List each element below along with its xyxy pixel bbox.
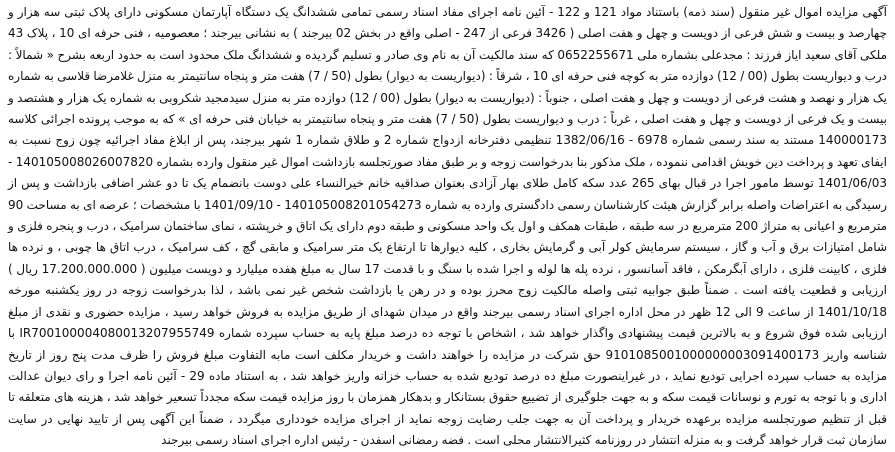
auction-notice-text: آگهی مزایده اموال غیر منقول (سند ذمه) باستناد مواد 121 و 122 - آئین نامه اجرای مفاد اسناد رسمی تمامی ششدانگ یک دستگاه آپارتمان مسکونی دارای پلاک ثبتی سه هزار و چهارصد و بیست و شش فرعی از دویست و چهل و هفت اصلی ( 3426 فرعی از 247 - اصلی واقع در بخش 02 بیرجند ) به نشانی بیرجند ؛ معصومیه ، فنی حرفه ای 10 ، پلاک 43 ملکی آقای سعید ایاز فرزند : مجدعلی بشماره ملی 0652255671 که سند مالکیت آن به نام وی صادر و تسلیم گردیده و ششدانگ ملک محدود است به حدود اربعه بشرح « شمالاً : درب و دیواریست بطول (00 / 12) دوازده متر به کوچه فنی حرفه ای 10 ، شرقاً : (دیواریست به دیوار) بطول (50 / 7) هفت متر و پنجاه سانتیمتر به منزل غلامرضا قلاسی به شماره یک هزار و نهصد و هشت فرعی از دویست و چهل و هفت اصلی ، جنوباً : (دیواریست به دیوار) بطول (00 / 12) دوازده متر به منزل سیدمجید شکروبی به شماره یک هزار و هشتصد و بیست و یک فرعی از دویست و چهل و هفت اصلی ، غرباً : درب و دیواریست بطول (50 / 7) هفت متر و پنجاه سانتیمتر به خیابان فنی حرفه ای » که به موجب پرونده اجرائی کلاسه 140000173 مستند به سند رسمی شماره 6978 - 1382/06/16 تنظیمی دفترخانه ازدواج شماره 2 و طلاق شماره 1 شهر بیرجند، پس از ابلاغ مفاد اجرائیه چون زوج نسبت به ایفای تعهد و پرداخت دین خویش اقدامی ننموده ، ملک مذکور بنا بدرخواست زوجه و بر طبق مفاد صورتجلسه بازداشت اموال غیر منقول وارده بشماره 140105008026007820 - 1401/06/03 توسط مامور اجرا در قبال بهای 265 عدد سکه کامل طلای بهار آزادی بعنوان صداقیه خانم خیرالنساء علی دوست بانضمام یک تا دو عشر اضافی بازداشت و پس از رسیدگی به اعتراضات واصله برابر گزارش هیئت کارشناسان رسمی دادگستری وارده به شماره 140105008201054273 - 1401/09/10 با مشخصات ؛ عرصه ای به مساحت 90 مترمربع و اعیانی به متراژ 200 مترمربع در سه طبقه ، طبقات همکف و اول یک واحد مسکونی و طبقه دوم دارای یک اتاق و خرپشته ، نمای ساختمان سرامیک ، درب و پنجره فلزی و شامل امتیازات برق و آب و گاز ، سیستم سرمایش کولر آبی و گرمایش بخاری ، کلیه دیوارها تا ارتفاع یک متر سرامیک و مابقی گچ ، کف سرامیک ، درب اتاق ها چوبی ، و نرده ها فلزی ، کابینت فلزی ، دارای آبگرمکن ، فاقد آسانسور ، نرده پله ها لوله و اجرا شده با سنگ و با قدمت 17 سال به مبلغ هفده میلیارد و دویست میلیون ( 17.200.000.000 ریال ) ارزیابی و قطعیت یافته است . ضمناً طبق جوابیه ثبتی واصله مالکیت زوج محرز بوده و در رهن یا بازداشت شخص غیر نمی باشد ، لذا بدرخواست زوجه در روز یکشنبه مورخه 1401/10/18 از ساعت 9 الی 12 ظهر در محل اداره اجرای اسناد رسمی بیرجند واقع در میدان شهدای از طریق مزایده به فروش خواهد رسید ، مزایده حضوری و نقدی از مبلغ ارزیابی شده فوق شروع و به بالاترین قیمت پیشنهادی واگذار خواهد شد ، اشخاص با توجه ده درصد مبلغ پایه به حساب سپرده شماره IR700100004080013207955749 با شناسه واریز 9101085001000000003091400173 حق شرکت در مزایده را خواهند داشت و خریدار مکلف است مابه التفاوت مبلغ فروش را ظرف مدت پنج روز از تاریخ مزایده به حساب سپرده اجرایی تودیع نماید ، در غیراینصورت مبلغ ده درصد تودیع شده به حساب خزانه واریز خواهد شد ، به استناد ماده 29 - آئین نامه اجرا و رای دیوان عدالت اداری و با توجه به تورم و نوسانات قیمت سکه و به جهت جلوگیری از تضییع حقوق بستانکار و بدهکار همزمان با روز مزایده قیمت سکه مجدداً تسعیر خواهد شد ، هزینه های متعلقه تا قبل از تنظیم صورتجلسه مزایده برعهده خریدار و پرداخت آن به جهت جلب رضایت زوجه نماید از اجرای مزایده خودداری میگردد ، ضمناً این آگهی پس از تایید نهایی در سایت سازمان ثبت قرار خواهد گرفت و به منزله انتشار در روزنامه کثیرالانتشار محلی است . فضه رمضانی اسفدن - رئیس اداره اجرای اسناد رسمی بیرجند — [8, 5, 888, 448]
